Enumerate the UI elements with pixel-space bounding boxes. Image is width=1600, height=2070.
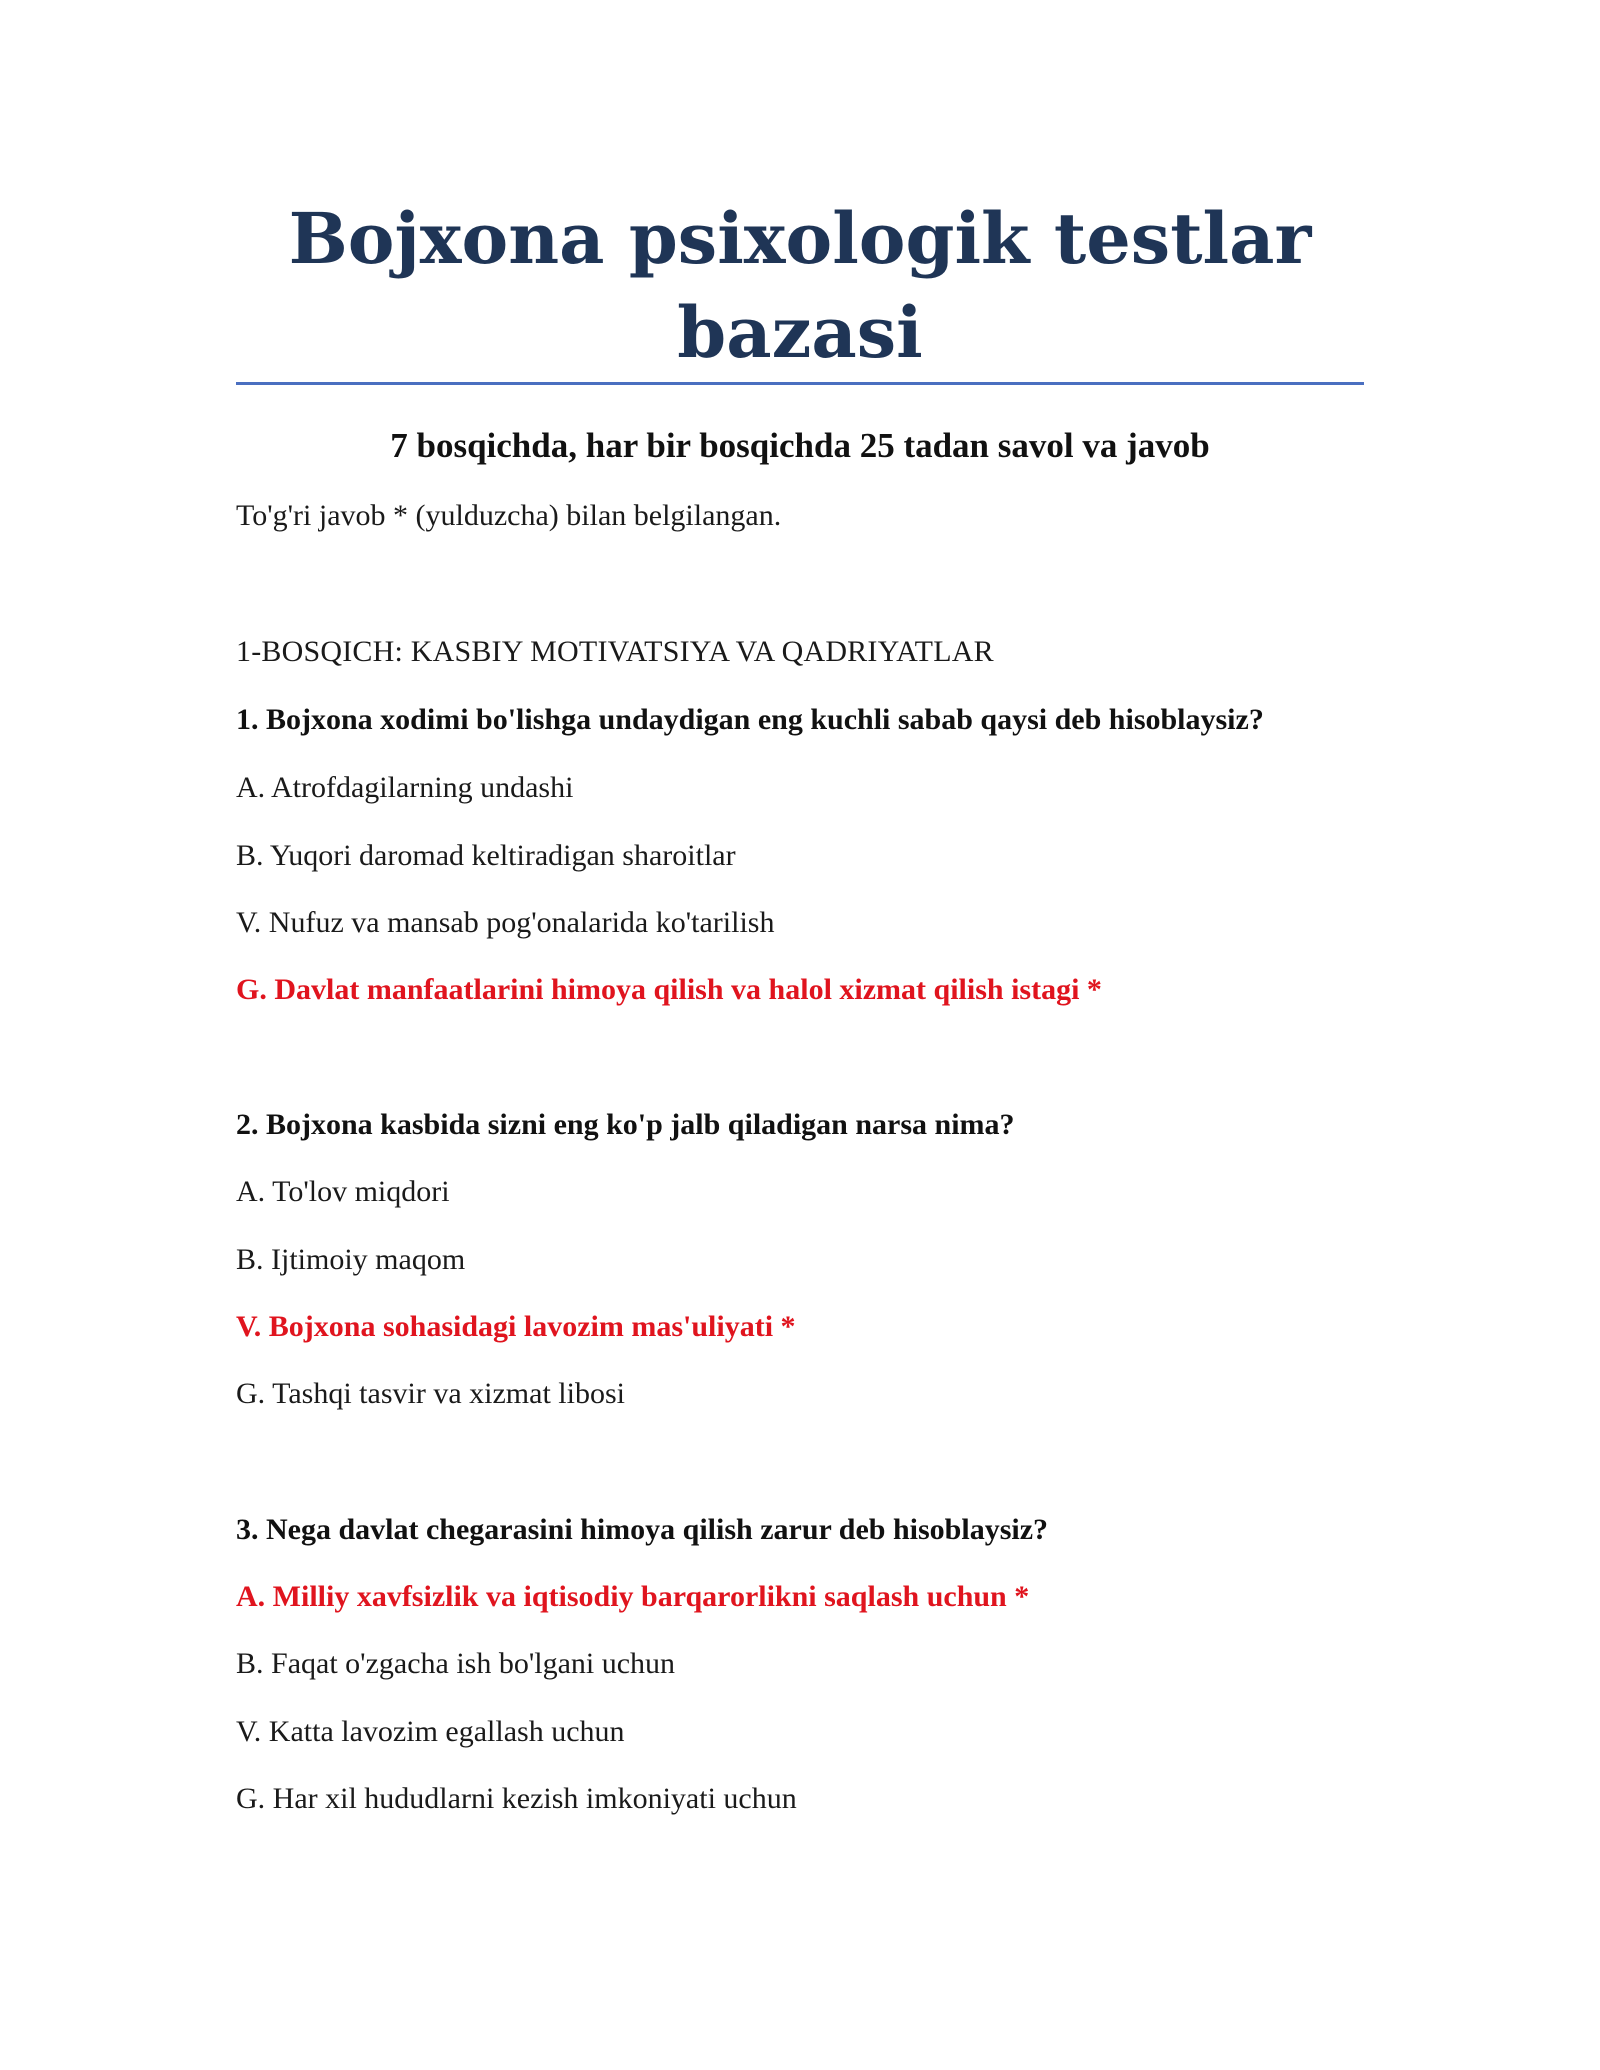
question-1-text: 1. Bojxona xodimi bo'lishga undaydigan eng kuchli sabab qaysi deb hisoblaysiz? <box>236 703 1264 736</box>
question-1-option-g-correct: G. Davlat manfaatlarini himoya qilish va halol xizmat qilish istagi * <box>236 973 1102 1006</box>
title-underline-divider <box>236 382 1364 385</box>
question-2-option-b: B. Ijtimoiy maqom <box>236 1243 466 1276</box>
question-1-option-a: A. Atrofdagilarning undashi <box>236 771 574 804</box>
question-1-option-b: B. Yuqori daromad keltiradigan sharoitlar <box>236 839 736 872</box>
question-3-option-g: G. Har xil hududlarni kezish imkoniyati uchun <box>236 1782 797 1815</box>
title-line-1: Bojxona psixologik testlar <box>288 197 1312 280</box>
answer-key-note: To'g'ri javob * (yulduzcha) bilan belgilangan. <box>236 499 782 532</box>
title-line-2: bazasi <box>677 291 923 374</box>
question-2-option-g: G. Tashqi tasvir va xizmat libosi <box>236 1377 625 1410</box>
document-title <box>236 192 1364 380</box>
question-3-option-a-correct: A. Milliy xavfsizlik va iqtisodiy barqarorlikni saqlash uchun * <box>236 1580 1030 1613</box>
question-2-option-a: A. To'lov miqdori <box>236 1175 450 1208</box>
stage-heading: 1-BOSQICH: KASBIY MOTIVATSIYA VA QADRIYATLAR <box>236 635 994 668</box>
question-2-option-v-correct: V. Bojxona sohasidagi lavozim mas'uliyati * <box>236 1310 796 1343</box>
question-3-option-v: V. Katta lavozim egallash uchun <box>236 1715 625 1748</box>
document-subtitle: 7 bosqichda, har bir bosqichda 25 tadan savol va javob <box>390 426 1210 465</box>
question-3-text: 3. Nega davlat chegarasini himoya qilish zarur deb hisoblaysiz? <box>236 1513 1049 1546</box>
question-2-text: 2. Bojxona kasbida sizni eng ko'p jalb qiladigan narsa nima? <box>236 1108 1015 1141</box>
question-1-option-v: V. Nufuz va mansab pog'onalarida ko'tarilish <box>236 906 775 939</box>
question-3-option-b: B. Faqat o'zgacha ish bo'lgani uchun <box>236 1647 676 1680</box>
